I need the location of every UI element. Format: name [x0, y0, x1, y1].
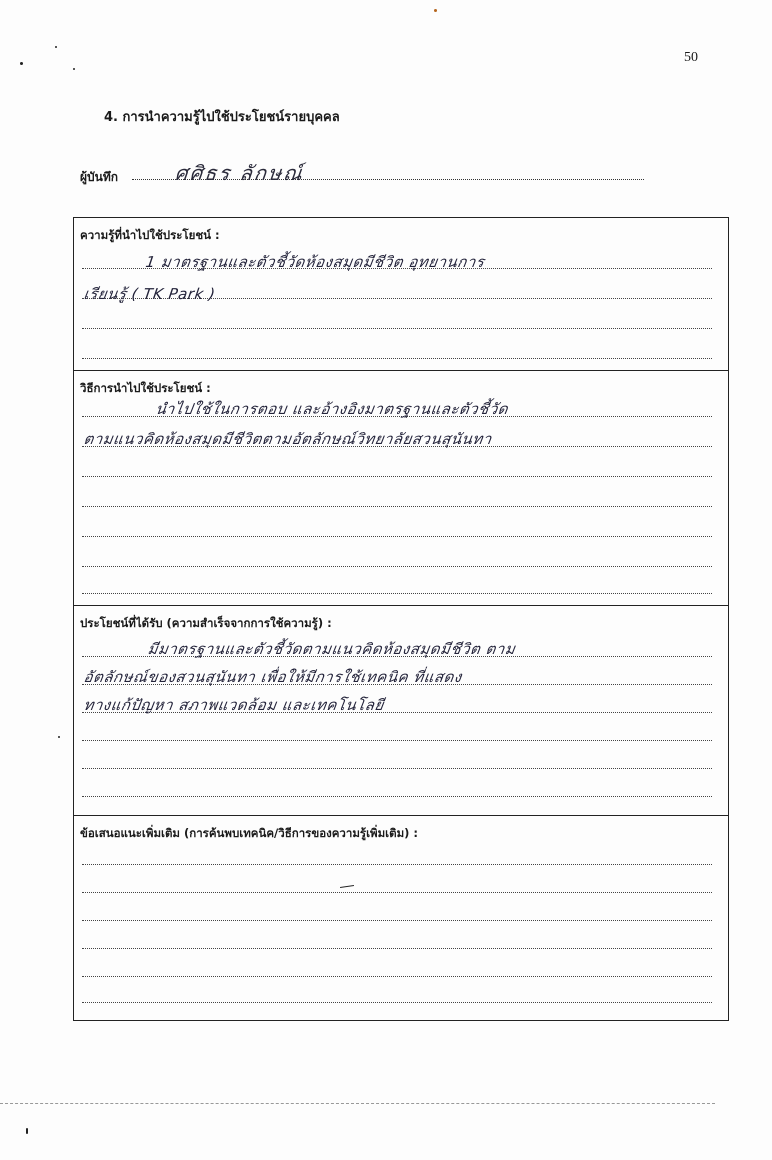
dotted-line — [82, 328, 712, 329]
recorder-label: ผู้บันทึก — [80, 170, 119, 184]
handwritten-text: 1 มาตรฐานและตัวชี้วัดห้องสมุดมีชีวิต อุทยานการ — [144, 253, 486, 271]
suggestions-section — [74, 816, 728, 1022]
handwritten-text: นำไปใช้ในการตอบ และอ้างอิงมาตรฐานและตัวชี้วัด — [154, 400, 510, 418]
recorder-handwritten-name: ศศิธร ลักษณ์ — [173, 161, 306, 185]
dotted-line — [82, 920, 712, 921]
handwritten-text: มีมาตรฐานและตัวชี้วัดตามแนวคิดห้องสมุดมีชีวิต ตาม — [146, 640, 517, 658]
recorder-row — [80, 161, 650, 185]
handwritten-text: ทางแก้ปัญหา สภาพแวดล้อม และเทคโนโลยี — [82, 696, 386, 714]
dotted-line — [82, 948, 712, 949]
handwritten-text: อัตลักษณ์ของสวนสุนันทา เพื่อให้มีการใช้เทคนิค ที่แสดง — [82, 668, 464, 686]
section-heading: 4. การนำความรู้ไปใช้ประโยชน์รายบุคคล — [104, 110, 340, 125]
handwritten-text: เรียนรู้ ( TK Park ) — [82, 285, 217, 303]
dotted-line — [82, 796, 712, 797]
dotted-line — [82, 593, 712, 594]
dotted-line — [82, 1002, 712, 1003]
usage-method-label: วิธีการนำไปใช้ประโยชน์ : — [80, 381, 211, 395]
knowledge-form-table — [73, 217, 729, 1021]
dotted-line — [82, 864, 712, 865]
scan-edge-line — [0, 1103, 715, 1104]
scan-speck — [434, 9, 437, 12]
dotted-line — [82, 892, 712, 893]
dotted-line — [82, 768, 712, 769]
scan-speck — [26, 1128, 28, 1134]
dotted-line — [82, 506, 712, 507]
dotted-line — [82, 976, 712, 977]
handwritten-text: ตามแนวคิดห้องสมุดมีชีวิตตามอัตลักษณ์วิทยาลัยสวนสุนันทา — [82, 430, 494, 448]
page-number: 50 — [684, 50, 698, 65]
dotted-line — [82, 358, 712, 359]
dotted-line — [82, 476, 712, 477]
knowledge-used-label: ความรู้ที่นำไปใช้ประโยชน์ : — [80, 228, 220, 242]
dotted-line — [82, 566, 712, 567]
scan-speck — [55, 46, 57, 48]
knowledge-used-section — [74, 218, 728, 371]
suggestions-label: ข้อเสนอแนะเพิ่มเติม (การค้นพบเทคนิค/วิธีการของความรู้เพิ่มเติม) : — [80, 826, 419, 840]
scan-speck — [73, 68, 75, 70]
benefits-label: ประโยชน์ที่ได้รับ (ความสำเร็จจากการใช้ความรู้) : — [80, 616, 332, 630]
usage-method-section — [74, 371, 728, 606]
dotted-line — [82, 536, 712, 537]
benefits-section — [74, 606, 728, 816]
dotted-line — [82, 740, 712, 741]
scan-speck — [58, 736, 60, 738]
scan-speck — [20, 62, 23, 65]
